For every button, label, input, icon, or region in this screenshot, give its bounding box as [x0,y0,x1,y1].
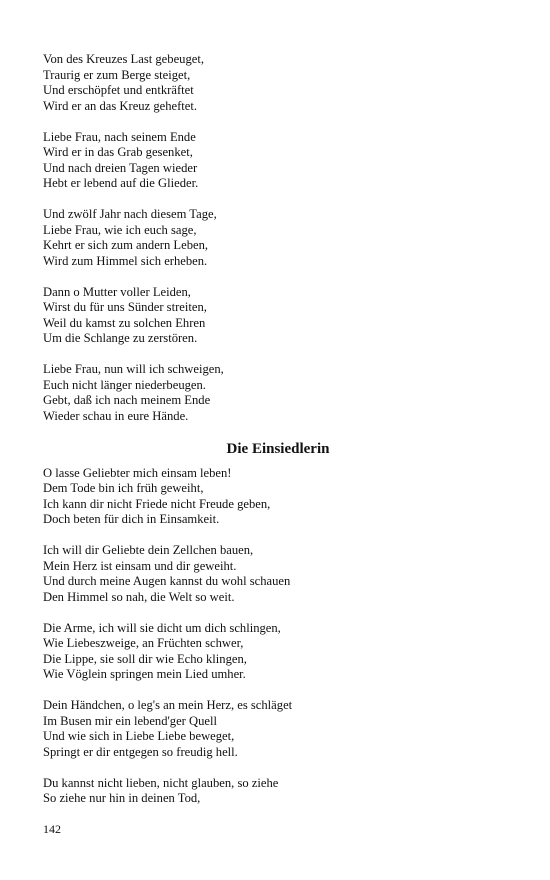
verse-line: Dem Tode bin ich früh geweiht, [43,481,204,495]
verse-line: Hebt er lebend auf die Glieder. [43,176,199,190]
stanza [43,543,513,605]
verse-line: Und erschöpfet und entkräftet [43,83,194,97]
verse-line: Liebe Frau, nach seinem Ende [43,129,196,144]
stanza [43,698,513,760]
verse-line: Mein Herz ist einsam und dir geweiht. [43,558,237,573]
verse-line: Von des Kreuzes Last gebeuget, [43,52,204,66]
verse-line: Wieder schau in eure Hände. [43,408,189,423]
verse-line: Dann o Mutter voller Leiden, [43,284,191,299]
poem-section-previous [43,52,513,424]
poem-section-einsiedlerin [43,466,513,807]
stanza [43,207,513,269]
verse-line: Weil du kamst zu solchen Ehren [43,315,206,330]
verse-line: Wird zum Himmel sich erheben. [43,253,208,268]
verse-line: Doch beten für dich in Einsamkeit. [43,512,220,526]
verse-line: Und wie sich in Liebe Liebe beweget, [43,729,235,743]
page-number: 142 [43,822,61,836]
stanza [43,52,513,114]
stanza [43,130,513,192]
page-body [43,52,513,822]
verse-line: Liebe Frau, nun will ich schweigen, [43,362,224,376]
verse-line: Traurig er zum Berge steiget, [43,67,191,82]
verse-line: Und zwölf Jahr nach diesem Tage, [43,207,217,221]
verse-line: Liebe Frau, wie ich euch sage, [43,222,197,237]
verse-line: So ziehe nur hin in deinen Tod, [43,791,201,805]
verse-line: Du kannst nicht lieben, nicht glauben, so ziehe [43,775,279,790]
verse-line: Gebt, daß ich nach meinem Ende [43,393,211,407]
verse-line: Ich will dir Geliebte dein Zellchen bauen, [43,543,254,557]
stanza [43,466,513,528]
verse-line: Und durch meine Augen kannst du wohl schauen [43,574,291,588]
verse-line: Kehrt er sich zum andern Leben, [43,238,209,252]
verse-line: Wird er an das Kreuz geheftet. [43,98,198,113]
verse-line: Wie Vöglein springen mein Lied umher. [43,667,246,681]
verse-line: Den Himmel so nah, die Welt so weit. [43,589,235,604]
verse-line: Springt er dir entgegen so freudig hell. [43,744,238,759]
stanza [43,621,513,683]
verse-line: Wie Liebeszweige, an Früchten schwer, [43,636,244,650]
verse-line: Wird er in das Grab gesenket, [43,145,193,159]
verse-line: Um die Schlange zu zerstören. [43,331,198,345]
stanza [43,362,513,424]
verse-line: Euch nicht länger niederbeugen. [43,377,206,392]
poem-title: Die Einsiedlerin [226,440,330,457]
stanza [43,776,513,807]
verse-line: Die Lippe, sie soll dir wie Echo klingen, [43,651,247,666]
verse-line: Ich kann dir nicht Friede nicht Freude geben, [43,496,271,511]
verse-line: Die Arme, ich will sie dicht um dich schlingen, [43,620,281,635]
verse-line: Dein Händchen, o leg's an mein Herz, es schläget [43,698,293,712]
verse-line: Wirst du für uns Sünder streiten, [43,300,207,314]
verse-line: Und nach dreien Tagen wieder [43,160,198,175]
verse-line: O lasse Geliebter mich einsam leben! [43,465,232,480]
verse-line: Im Busen mir ein lebend'ger Quell [43,713,217,728]
stanza [43,285,513,347]
